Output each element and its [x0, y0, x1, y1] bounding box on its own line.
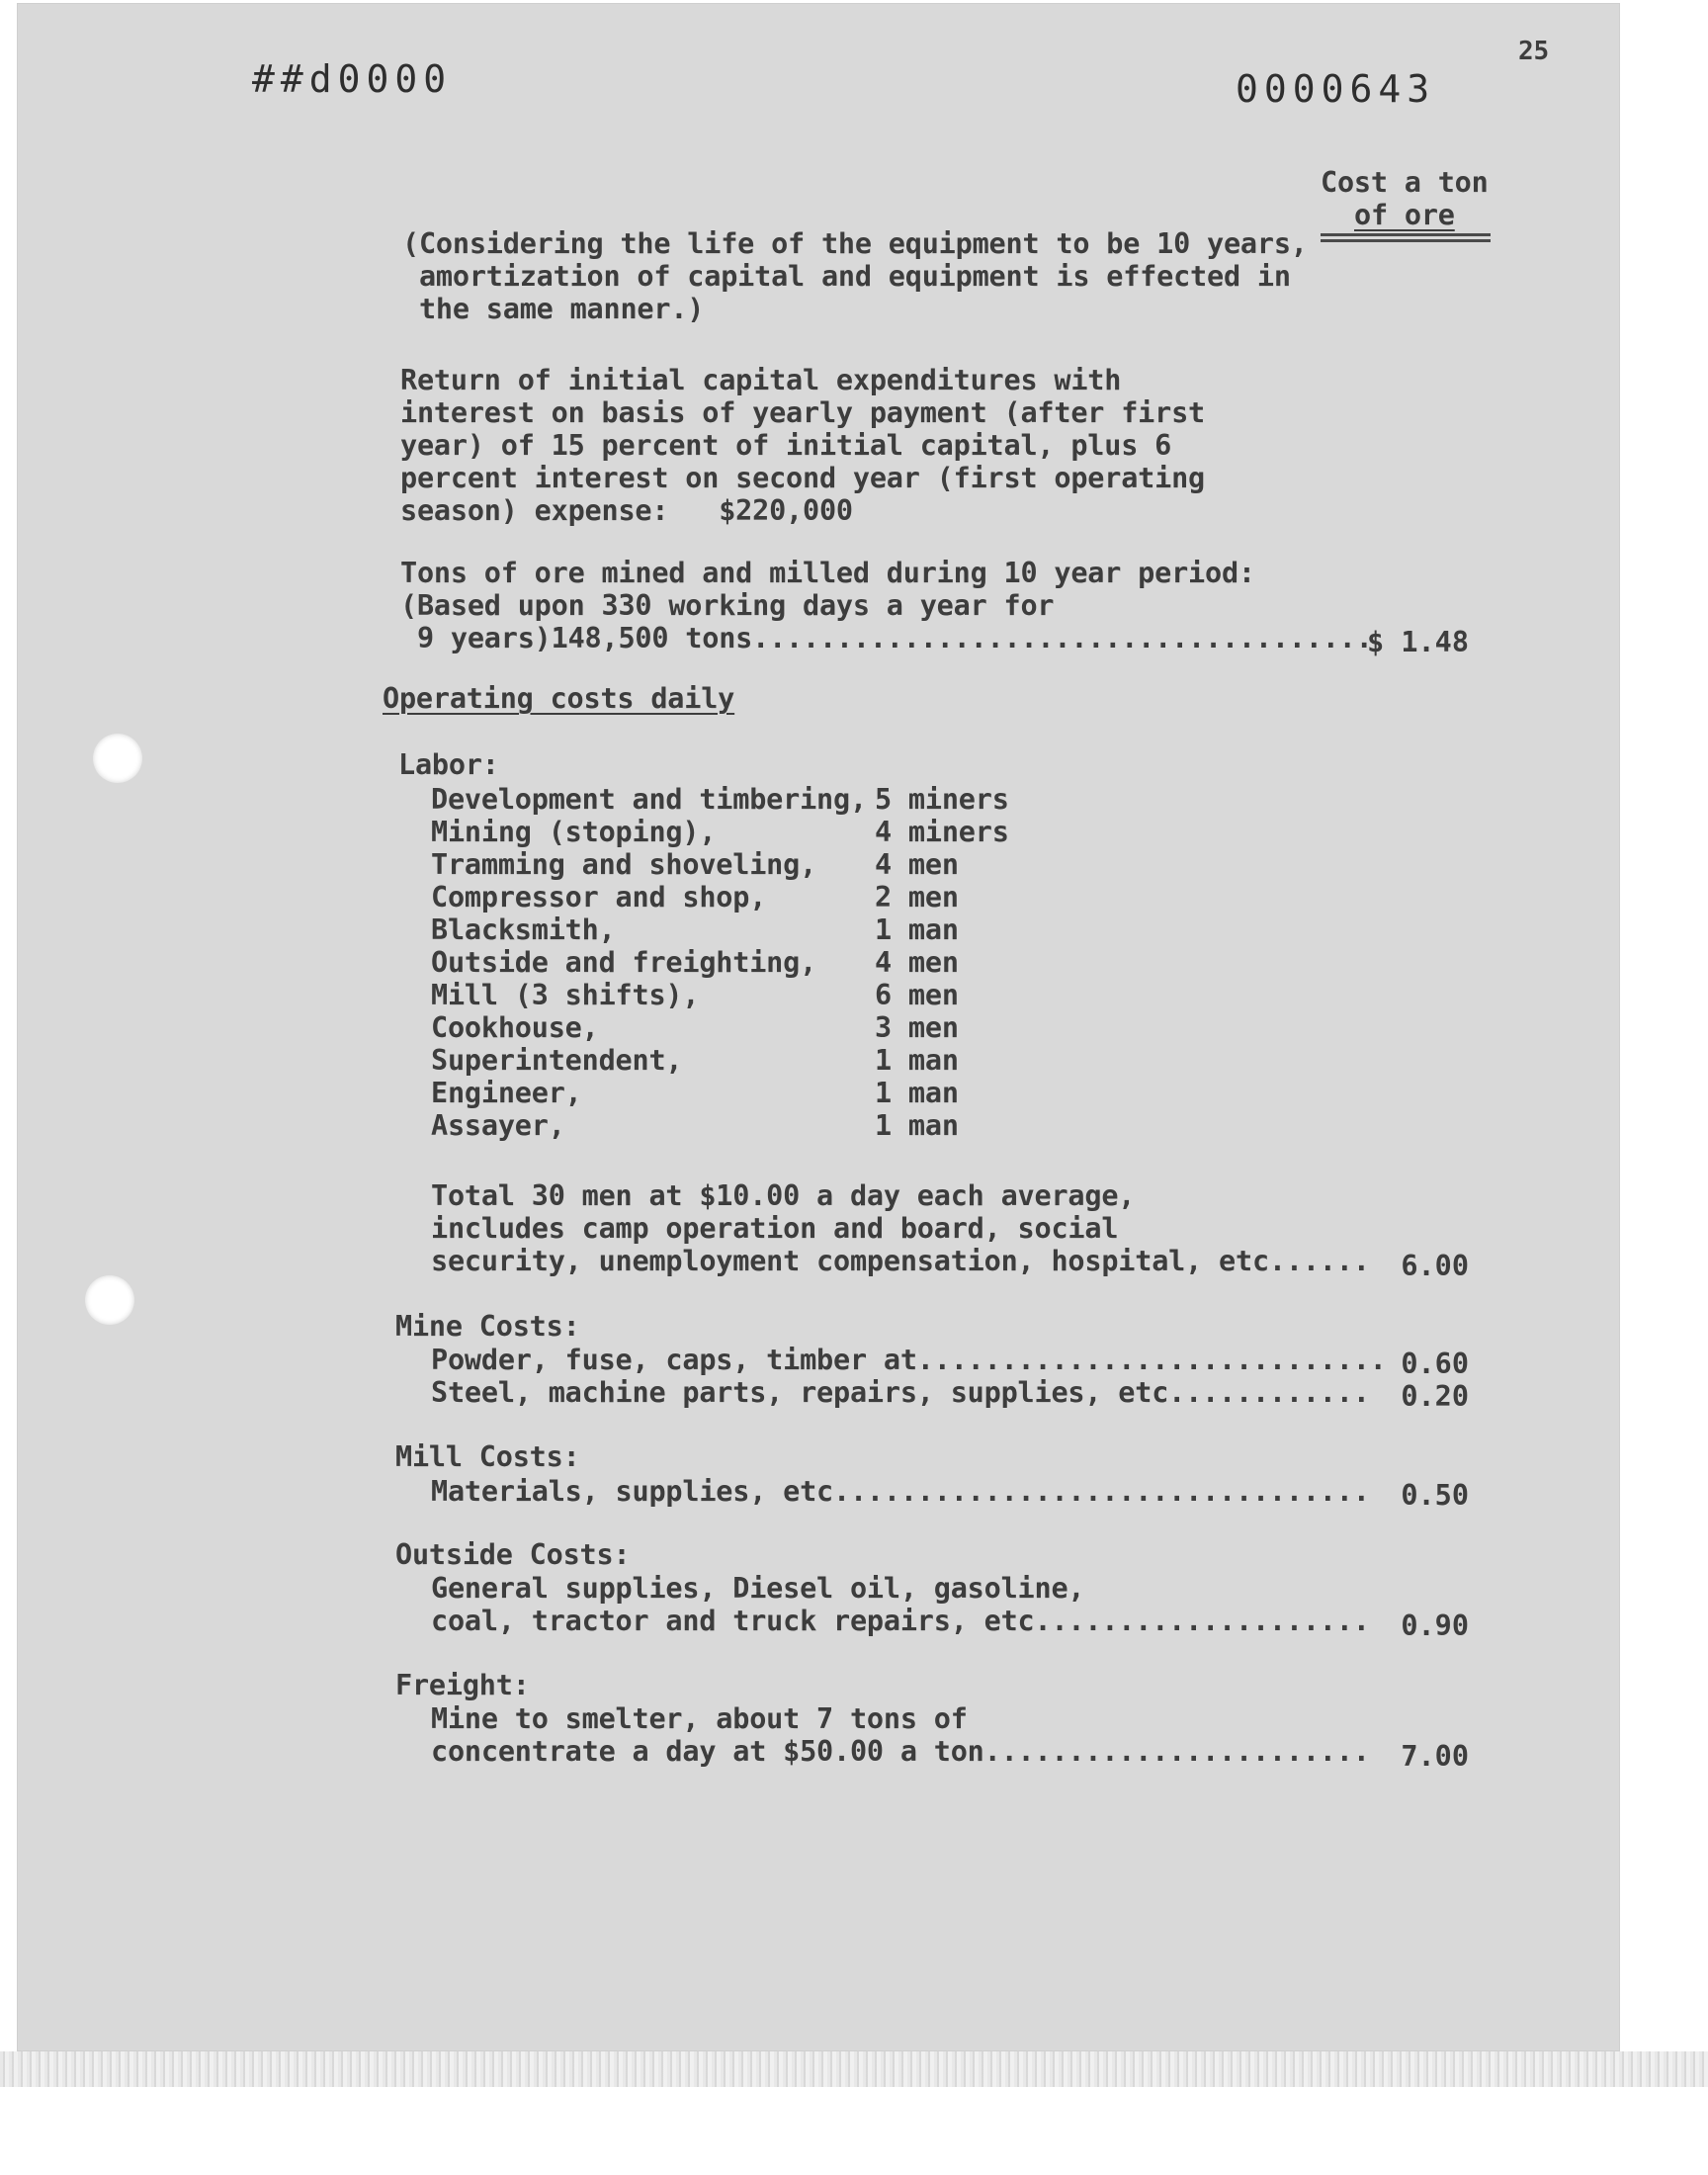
labor-role: Cookhouse, [431, 1011, 599, 1044]
labor-role: Outside and freighting, [431, 946, 817, 979]
column-heading-rule-1 [1321, 233, 1491, 236]
punch-hole-lower [85, 1275, 134, 1325]
return-paragraph-line: Return of initial capital expenditures with [400, 364, 1122, 396]
labor-role: Blacksmith, [431, 914, 616, 946]
amortization-note-line: the same manner.) [402, 293, 705, 325]
labor-role: Superintendent, [431, 1044, 683, 1077]
outside-cost-line: General supplies, Diesel oil, gasoline, [431, 1572, 1085, 1605]
punch-hole-upper [93, 734, 142, 783]
labor-count: 1 man [875, 1109, 959, 1142]
mill-cost-value: 0.50 [1401, 1479, 1469, 1512]
freight-cost-value: 7.00 [1401, 1740, 1469, 1773]
mine-costs-heading: Mine Costs: [395, 1310, 580, 1343]
mine-cost-label: Steel, machine parts, repairs, supplies, etc............ [431, 1376, 1370, 1409]
left-stamp: ##d0000 [252, 57, 453, 101]
column-heading-line1: Cost a ton [1321, 166, 1489, 199]
mill-costs-heading: Mill Costs: [395, 1440, 580, 1473]
labor-count: 4 men [875, 946, 959, 979]
column-heading-rule-2 [1321, 239, 1491, 242]
return-paragraph-line: interest on basis of yearly payment (after first [400, 396, 1206, 429]
labor-total-line: includes camp operation and board, social [431, 1212, 1119, 1245]
labor-count: 4 miners [875, 816, 1009, 848]
return-paragraph-line: percent interest on second year (first operating [400, 462, 1206, 494]
labor-count: 5 miners [875, 783, 1009, 816]
labor-count: 1 man [875, 1077, 959, 1109]
labor-count: 2 men [875, 881, 959, 914]
scan-edge-strip [0, 2051, 1708, 2087]
labor-role: Assayer, [431, 1109, 565, 1142]
labor-count: 6 men [875, 979, 959, 1011]
freight-heading: Freight: [395, 1669, 530, 1701]
mine-cost-value: 0.60 [1401, 1348, 1469, 1380]
outside-cost-line: coal, tractor and truck repairs, etc.................... [431, 1605, 1370, 1637]
return-paragraph-line: season) expense: $220,000 [400, 494, 853, 527]
labor-total-line: Total 30 men at $10.00 a day each average, [431, 1179, 1136, 1212]
tons-paragraph-line: (Based upon 330 working days a year for [400, 589, 1055, 622]
labor-role: Compressor and shop, [431, 881, 767, 914]
amortization-note-line: (Considering the life of the equipment to be 10 years, [402, 227, 1308, 260]
labor-count: 3 men [875, 1011, 959, 1044]
labor-count: 1 man [875, 1044, 959, 1077]
tons-paragraph-line: 9 years)148,500 tons..................................... [400, 622, 1373, 654]
tons-paragraph-line: Tons of ore mined and milled during 10 year period: [400, 557, 1255, 589]
amortization-note-line: amortization of capital and equipment is effected in [402, 260, 1291, 293]
freight-line: Mine to smelter, about 7 tons of [431, 1702, 968, 1735]
labor-total-line: security, unemployment compensation, hospital, etc...... [431, 1245, 1370, 1277]
tons-cost-value: $ 1.48 [1367, 626, 1469, 658]
return-paragraph-line: year) of 15 percent of initial capital, plus 6 [400, 429, 1172, 462]
labor-count: 4 men [875, 848, 959, 881]
right-stamp: 0000643 [1236, 67, 1436, 111]
labor-role: Engineer, [431, 1077, 582, 1109]
outside-costs-heading: Outside Costs: [395, 1538, 631, 1571]
labor-role: Tramming and shoveling, [431, 848, 817, 881]
mill-cost-label: Materials, supplies, etc................................ [431, 1475, 1370, 1508]
labor-total-cost: 6.00 [1401, 1250, 1469, 1282]
labor-role: Development and timbering, [431, 783, 867, 816]
labor-role: Mill (3 shifts), [431, 979, 700, 1011]
column-heading-line2: of ore [1354, 199, 1455, 231]
outside-cost-value: 0.90 [1401, 1610, 1469, 1642]
labor-role: Mining (stoping), [431, 816, 717, 848]
freight-line: concentrate a day at $50.00 a ton....................... [431, 1735, 1370, 1768]
labor-heading: Labor: [398, 748, 499, 781]
mine-cost-value: 0.20 [1401, 1380, 1469, 1413]
operating-costs-heading: Operating costs daily [383, 682, 735, 715]
mine-cost-label: Powder, fuse, caps, timber at............................ [431, 1344, 1387, 1376]
labor-count: 1 man [875, 914, 959, 946]
page-number: 25 [1518, 37, 1549, 66]
